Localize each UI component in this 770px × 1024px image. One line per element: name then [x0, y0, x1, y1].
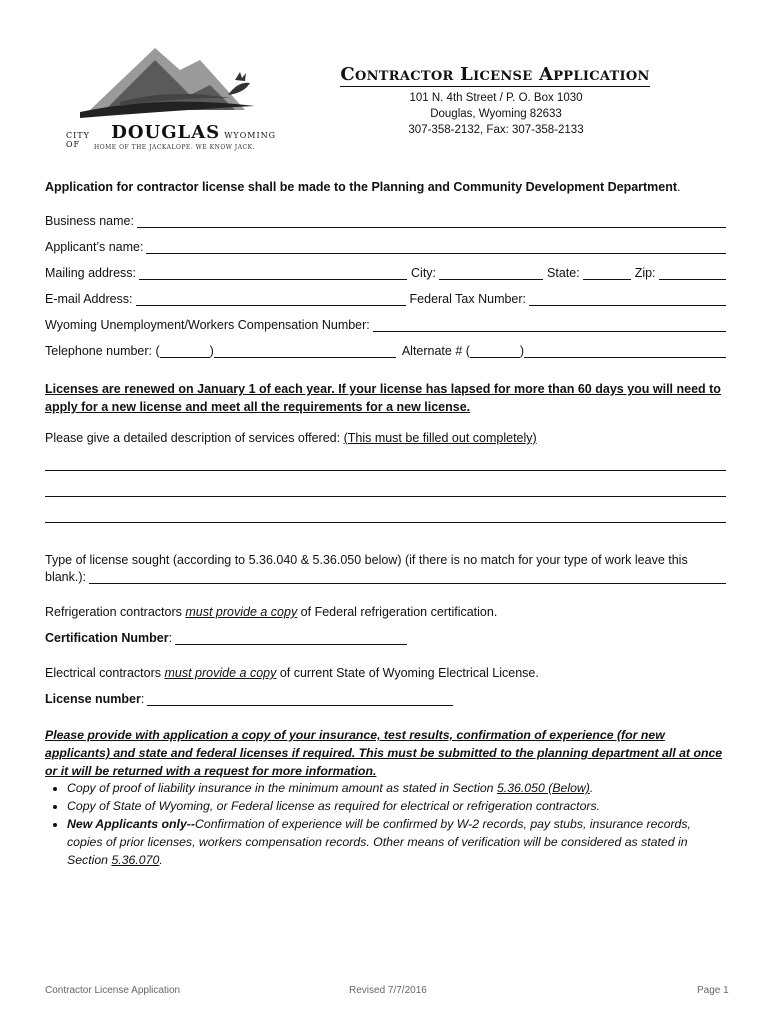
- logo-city-of: CITY OF: [66, 131, 90, 149]
- address-line-3: 307-358-2132, Fax: 307-358-2133: [408, 124, 584, 136]
- wyoming-unemployment-field[interactable]: [373, 319, 726, 332]
- refrigeration-prefix: Refrigeration contractors: [45, 605, 186, 619]
- business-name-label: Business name:: [45, 214, 134, 228]
- city-label: City:: [411, 266, 437, 280]
- requirements-heading: Please provide with application a copy of your insurance, test results, confirmation of experience (for new applicants) and state and federal licenses if required. This must be submitted to the planning department all at once or it will be returned with a request for more information.: [45, 728, 723, 778]
- footer-left: Contractor License Application: [45, 985, 181, 996]
- list-item: • Copy of proof of liability insurance in the minimum amount as stated in Section 5.36.050 (Below).: [67, 779, 710, 797]
- refrigeration-emphasis: must provide a copy: [185, 605, 298, 619]
- license-type-field[interactable]: [89, 571, 726, 584]
- telephone-field[interactable]: [214, 345, 396, 358]
- electrical-prefix: Electrical contractors: [45, 666, 165, 680]
- alternate-field[interactable]: [524, 345, 726, 358]
- description-line-1[interactable]: [45, 470, 726, 471]
- description-label: Please give a detailed description of services offered:: [45, 431, 344, 445]
- zip-field[interactable]: [659, 267, 726, 280]
- description-line-2[interactable]: [45, 496, 726, 497]
- federal-tax-label: Federal Tax Number:: [409, 292, 527, 306]
- address-line-1: 101 N. 4th Street / P. O. Box 1030: [409, 92, 583, 104]
- section-link-5-36-050[interactable]: 5.36.050 (Below): [496, 781, 590, 795]
- electrical-suffix: of current State of Wyoming Electrical License.: [276, 666, 539, 680]
- mailing-address-label: Mailing address:: [45, 266, 137, 280]
- certification-number-label: Certification Number: [45, 631, 169, 645]
- mailing-address-field[interactable]: [139, 267, 407, 280]
- page-title: Contractor License Application: [340, 64, 650, 85]
- wyoming-unemployment-label: Wyoming Unemployment/Workers Compensation Number:: [45, 318, 370, 332]
- city-logo: [60, 40, 280, 155]
- city-field[interactable]: [439, 267, 543, 280]
- telephone-label: Telephone number: (: [45, 344, 160, 358]
- logo-douglas: DOUGLAS: [111, 122, 221, 143]
- mountain-logo-icon: [60, 40, 280, 122]
- intro-text: Application for contractor license shall be made to the Planning and Community Development Department: [45, 180, 678, 194]
- zip-label: Zip:: [634, 266, 656, 280]
- license-type-text: Type of license sought (according to 5.36.040 & 5.36.050 below) (if there is no match for your type of work leave this: [45, 553, 688, 567]
- electrical-emphasis: must provide a copy: [164, 666, 277, 680]
- description-note: (This must be filled out completely): [343, 431, 537, 445]
- logo-wyoming: WYOMING: [224, 131, 276, 140]
- state-field[interactable]: [583, 267, 631, 280]
- description-line-3[interactable]: [45, 522, 726, 523]
- applicant-name-field[interactable]: [146, 241, 726, 254]
- section-link-5-36-070[interactable]: 5.36.070: [111, 853, 160, 867]
- license-number-label: License number: [45, 692, 141, 706]
- alternate-label: Alternate # (: [401, 344, 470, 358]
- alternate-area-code-field[interactable]: [470, 345, 520, 358]
- federal-tax-field[interactable]: [529, 293, 726, 306]
- business-name-field[interactable]: [137, 215, 726, 228]
- certification-number-field[interactable]: [175, 632, 407, 645]
- license-number-field[interactable]: [147, 693, 453, 706]
- list-item: • New Applicants only--Confirmation of experience will be confirmed by W-2 records, pay stubs, insurance records, copies of prior licenses, workers compensation records. Other means of verification will be considered as stated in Section 5.36.070.: [67, 815, 710, 869]
- address-line-2: Douglas, Wyoming 82633: [430, 108, 562, 120]
- footer-center: Revised 7/7/2016: [349, 985, 427, 996]
- logo-tagline: HOME OF THE JACKALOPE. WE KNOW JACK.: [94, 144, 256, 151]
- email-label: E-mail Address:: [45, 292, 133, 306]
- refrigeration-suffix: of Federal refrigeration certification.: [297, 605, 498, 619]
- state-label: State:: [547, 266, 580, 280]
- footer-page-number: Page 1: [697, 985, 729, 996]
- requirements-list: [45, 779, 710, 869]
- list-item: • Copy of State of Wyoming, or Federal license as required for electrical or refrigeration contractors.: [67, 797, 710, 815]
- email-field[interactable]: [136, 293, 406, 306]
- applicant-name-label: Applicant’s name:: [45, 240, 144, 254]
- license-type-label: blank.):: [45, 570, 86, 584]
- renewal-notice: Licenses are renewed on January 1 of each year. If your license has lapsed for more than 60 days you will need to apply for a new license and meet all the requirements for a new license.: [45, 382, 721, 414]
- telephone-area-code-field[interactable]: [160, 345, 210, 358]
